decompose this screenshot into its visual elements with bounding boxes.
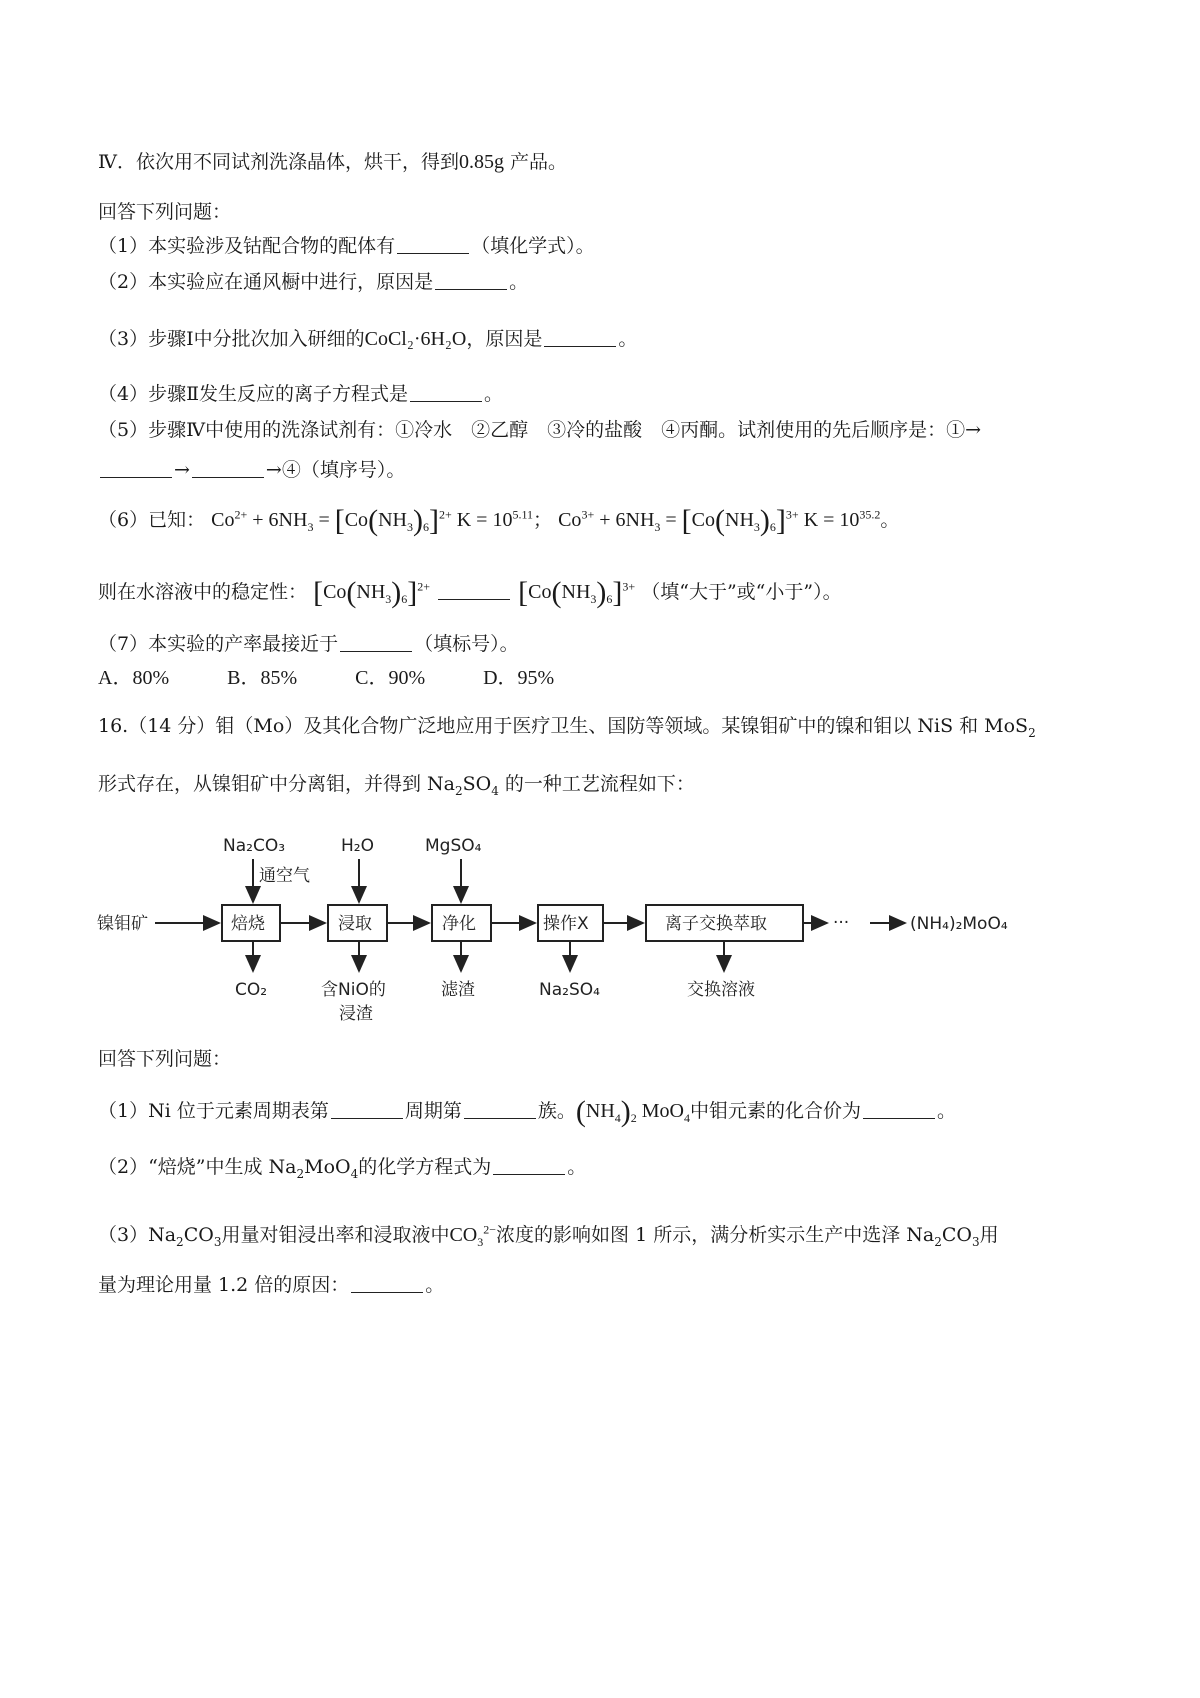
question-1: （1）本实验涉及钴配合物的配体有 （填化学式）。 xyxy=(98,235,595,257)
question-5: （5）步骤Ⅳ中使用的洗涤试剂有：①冷水 ②乙醇 ③冷的盐酸 ④丙酮。试剂使用的先后顺序是：①→ xyxy=(98,419,981,441)
answer-blank[interactable] xyxy=(544,328,616,347)
answer-blank[interactable] xyxy=(340,633,412,652)
q16-answer-prompt: 回答下列问题： xyxy=(98,1048,232,1070)
flow-output-na2so4: Na₂SO₄ xyxy=(539,980,600,1000)
equation-co3: $Co^{3+} + 6NH_3 = [Co(NH_3)_6]^{3+}$ $K = 10^{35.2}$ xyxy=(558,504,881,537)
complex-co2: $[Co(NH_3)_6]^{2+}$ xyxy=(313,576,431,609)
answer-blank[interactable] xyxy=(863,1100,935,1119)
flow-output-exchange-solution: 交换溶液 xyxy=(687,980,755,1000)
flow-input-water: H₂O xyxy=(341,836,374,856)
flow-step-leach: 浸取 xyxy=(338,914,372,934)
q16-part-1: （1）Ni 位于元素周期表第 周期第 族。$(NH_4)_2$ MoO$_4$中钼元素的化合价为 。 xyxy=(98,1095,957,1128)
answer-blank[interactable] xyxy=(100,459,172,478)
complex-co3: $[Co(NH_3)_6]^{3+}$ xyxy=(518,576,636,609)
question-5-continued: → →④（填序号）。 xyxy=(98,456,405,484)
flow-source: 镍钼矿 xyxy=(97,914,148,934)
answer-blank[interactable] xyxy=(351,1274,423,1293)
flow-output-co2: CO₂ xyxy=(235,980,268,1000)
answer-blank[interactable] xyxy=(438,581,510,600)
flow-output-residue: 浸渣 xyxy=(339,1004,373,1024)
question-3: （3）步骤Ⅰ中分批次加入研细的CoCl₂·6H₂O，原因是 。 xyxy=(98,328,638,350)
ammonium-molybdate-formula: $(NH_4)_2$ MoO$_4$ xyxy=(575,1095,690,1128)
question-7: （7）本实验的产率最接近于 （填标号）。 xyxy=(98,633,519,655)
answer-blank[interactable] xyxy=(192,459,264,478)
answer-blank[interactable] xyxy=(435,271,507,290)
q16-part-3: $(3)Na_2CO_3$用量对钼浸出率和浸取液中$CO_3^{2-}$浓度的影响如图 1 所示，满分析实示生产中选泽 $Na_2CO_3$用 xyxy=(98,1222,999,1249)
flow-input-air: 通空气 xyxy=(259,866,310,886)
flow-ellipsis: ··· xyxy=(833,913,850,933)
question-2: （2）本实验应在通风橱中进行，原因是 。 xyxy=(98,271,529,293)
question-7-choices xyxy=(98,664,612,692)
question-6: （6）已知： $Co^{2+} + 6NH_3 = [Co(NH_3)_6]^{2+}$ $K = 10^{5.11}$； $Co^{3+} + 6NH_3 = [Co(NH_3)_6]^{3+}$ $K = 10^{35.2}$。 xyxy=(98,504,900,537)
answer-blank[interactable] xyxy=(397,235,469,254)
flow-output-nio: 含NiO的 xyxy=(321,980,386,1000)
flow-step-purify: 净化 xyxy=(442,914,476,934)
carbonate-ion: $CO_3^{2-}$ xyxy=(449,1222,497,1249)
choice-b[interactable]: B．85% xyxy=(227,667,298,689)
cocl2-formula: CoCl₂·6H₂O xyxy=(364,328,467,350)
q16-intro: 16.（14 分）钼（Mo）及其化合物广泛地应用于医疗卫生、国防等领域。某镍钼矿中的镍和钼以 NiS 和 MoS$_2$ xyxy=(98,715,1036,740)
q16-part-2: （2）“焙烧”中生成 $Na_2MoO_4$的化学方程式为 。 xyxy=(98,1156,587,1181)
answer-prompt: 回答下列问题： xyxy=(98,201,232,223)
flow-input-mgso4: MgSO₄ xyxy=(425,836,482,856)
process-flow-diagram xyxy=(95,825,1055,1030)
answer-blank[interactable] xyxy=(331,1100,403,1119)
flow-step-operation-x: 操作X xyxy=(543,914,589,934)
answer-blank[interactable] xyxy=(493,1156,565,1175)
flow-input-na2co3: Na₂CO₃ xyxy=(223,836,286,856)
answer-blank[interactable] xyxy=(464,1100,536,1119)
flow-output-filter-residue: 滤渣 xyxy=(441,980,475,1000)
choice-a[interactable]: A．80% xyxy=(98,667,170,689)
choice-c[interactable]: C．90% xyxy=(355,667,426,689)
choice-d[interactable]: D．95% xyxy=(483,667,555,689)
answer-blank[interactable] xyxy=(410,383,482,402)
q16-intro-continued: 形式存在，从镍钼矿中分离钼，并得到 $Na_2SO_4$ 的一种工艺流程如下： xyxy=(98,773,695,798)
step-iv-line: Ⅳ．依次用不同试剂洗涤晶体，烘干，得到0.85g 产品。 xyxy=(98,151,568,173)
question-6-compare: 则在水溶液中的稳定性： $[Co(NH_3)_6]^{2+}$ $[Co(NH_3)_6]^{3+}$ （填“大于”或“小于”）。 xyxy=(98,576,842,609)
q16-part-3-continued: 量为理论用量 1.2 倍的原因： 。 xyxy=(98,1274,445,1296)
flow-product: (NH₄)₂MoO₄ xyxy=(910,914,1008,934)
flow-step-roast: 焙烧 xyxy=(231,914,265,934)
equation-co2: $Co^{2+} + 6NH_3 = [Co(NH_3)_6]^{2+}$ $K = 10^{5.11}$ xyxy=(211,504,534,537)
flow-step-ion-exchange: 离子交换萃取 xyxy=(665,914,767,934)
question-4: （4）步骤Ⅱ发生反应的离子方程式是 。 xyxy=(98,383,504,405)
